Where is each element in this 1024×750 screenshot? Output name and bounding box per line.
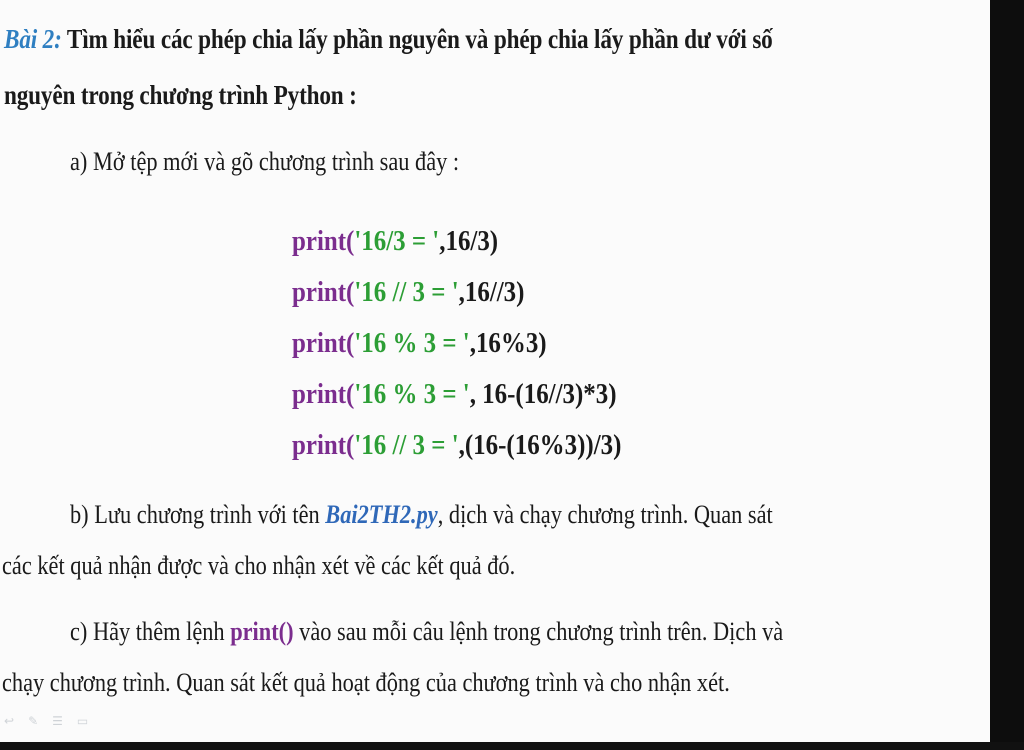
code-line <box>292 369 621 420</box>
right-black-border <box>990 0 1024 750</box>
code-keyword: print( <box>292 225 355 257</box>
code-expression: ,16/3) <box>439 225 499 257</box>
part-a-instruction: a) Mở tệp mới và gõ chương trình sau đây : <box>70 147 460 176</box>
exercise-title-line-2: nguyên trong chương trình Python : <box>4 80 357 110</box>
code-line <box>292 318 621 369</box>
code-string: '16 // 3 = ' <box>354 276 459 308</box>
part-c-instruction-line-1 <box>70 617 783 647</box>
code-expression: ,16//3) <box>458 276 525 308</box>
code-string: '16 // 3 = ' <box>354 429 459 461</box>
exercise-label: Bài 2: <box>4 24 62 54</box>
part-b-text-before: b) Lưu chương trình với tên <box>70 500 326 529</box>
exercise-title-text: Tìm hiểu các phép chia lấy phần nguyên và phép chia lấy phần dư với số <box>61 24 773 54</box>
menu-icon[interactable]: ☰ <box>52 714 63 728</box>
code-line <box>292 420 621 471</box>
code-expression: ,16%3) <box>469 327 547 359</box>
bottom-black-border <box>0 742 1024 750</box>
print-keyword: print() <box>230 617 294 646</box>
arrow-left-icon[interactable]: ↩ <box>4 714 15 728</box>
screen-icon[interactable]: ▭ <box>76 714 89 728</box>
code-string: '16 % 3 = ' <box>354 378 470 410</box>
code-keyword: print( <box>292 378 355 410</box>
code-block <box>292 216 621 471</box>
part-b-instruction-line-1 <box>70 500 773 530</box>
part-b-instruction-line-2: các kết quả nhận được và cho nhận xét về các kết quả đó. <box>2 551 516 580</box>
code-expression: , 16-(16//3)*3) <box>469 378 617 410</box>
code-line <box>292 267 621 318</box>
code-string: '16 % 3 = ' <box>354 327 470 359</box>
pen-icon[interactable]: ✎ <box>28 714 39 728</box>
code-keyword: print( <box>292 276 355 308</box>
code-string: '16/3 = ' <box>354 225 440 257</box>
exercise-title-line-1 <box>4 24 773 55</box>
part-b-text-after: , dịch và chạy chương trình. Quan sát <box>437 500 773 529</box>
code-line <box>292 216 621 267</box>
part-c-text-before: c) Hãy thêm lệnh <box>70 617 231 646</box>
file-name: Bai2TH2.py <box>325 500 438 529</box>
code-expression: ,(16-(16%3))/3) <box>458 429 622 461</box>
part-c-instruction-line-2: chạy chương trình. Quan sát kết quả hoạt động của chương trình và cho nhận xét. <box>2 668 730 697</box>
part-c-text-after: vào sau mỗi câu lệnh trong chương trình trên. Dịch và <box>293 617 784 646</box>
code-keyword: print( <box>292 429 355 461</box>
slide-controls <box>4 714 88 728</box>
code-keyword: print( <box>292 327 355 359</box>
